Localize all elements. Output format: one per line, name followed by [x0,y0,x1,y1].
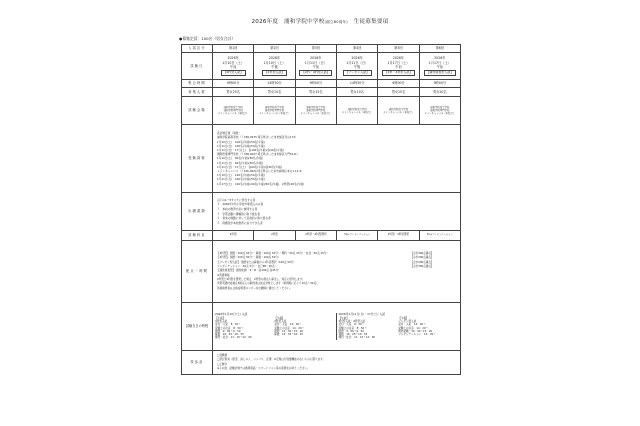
application-info: 各会場定員（別紙） 浦和学院高等学校（〒336-0975 埼玉県さいたま市緑区代山172） 1月10日(土) 100名(午前)/50名(午後) 1月11日(日) 100名(午前)/50名(午後) 1月11日(日)・17日(土) 各100名(午前)/各40名(午後) 国際医療専門学校（〒336-0027 埼玉県さいたま市緑区大門3111） 1月10日(土) 60名(午前)/30名(午後) 1月11日(日) 60名(午前)/30名(午後) 1月11日(日)・17日(土) 各60名(午前)/各30名(午後) メインキャンパス（〒336-0024 埼玉県さいたま市浦和区本太1-11-3） 1月10日(土) 100名(午前)/50名(午後) 1月11日(日) 100名(午前)/50名(午後) 1月17日(土) 120名(午前)/40名(午後)/50名(午後)、2科型120名(午前) [213,125,461,193]
venue-3: 浦和学院高等学校 浦和学院専門学校 メインキャンパス（本校舎） [295,97,336,125]
row-subjects [182,231,461,241]
schedule-info [213,303,461,351]
time-3: 9時00分 [295,80,336,88]
subject-6: 3科+プレゼンテーション [419,231,460,241]
exam-1: 第1回 [213,45,254,53]
quota-line: ●募集定員：100名（男女合計） [179,36,236,41]
venue-1: 浦和学院高等学校 浦和学院専門学校 メインキャンパス（本校舎） [213,97,254,125]
time-4: 14時30分 [336,80,377,88]
notes-info: □受験票 □筆記用具（鉛筆、消しゴム、コンパス、定規）※定規は分度器機能のないものに限ります。 □上履き ※その他、試験会場では携帯電話・スマートフォン等の電源をお切りください。 [213,351,461,375]
venue-5: 浦和学院高等学校 メインキャンパス（本校舎） [378,97,419,125]
label-date: 試験日 [182,53,213,80]
capacity-2: 男女15名 [254,88,295,97]
title-main: 2026年度 浦和学院中学校 [251,19,325,25]
scoring-info: 【4科型】 国語（100点 50分）・算数（100点 50分）・理科（50点 25分）・社会（50点 25分） 【2科型】 国語（100点 50分）・算数（100点 50分） 【プレゼン型入試】 国語または算数から1科目選択（100点 50分） プレゼンテーション（20点 5分）・自己PR（20点） 【適性検査型】 適性検査I・II・III（各100点 各45分） ※英語資格 2科型と4科型を選択した場合、2科型の得点も算出し、判定に使用します。 実用英語技能検定5級以上の取得者は加点対象とします（取得級に応じて10点〜30点）。 英検取得者は合格証明書のコピーを出願時に提出してください。 【合計400点満点】 【合計200点満点】 【合計200点満点】 【合計300点満点】 [213,241,461,303]
exam-5: 第5回 [378,45,419,53]
venue-2: 浦和学院高等学校 浦和学院専門学校 メインキャンパス（本校舎） [254,97,295,125]
row-application [182,125,461,193]
title-suffix: 生徒募集要項 [347,19,389,25]
time-2: 14時30分 [254,80,295,88]
date-3: 2026年 1月11日（日） 午前 【2科・4科型入試】 [295,53,336,80]
subject-4: 3科+プレゼンテーション [336,231,377,241]
row-scoring [182,241,461,303]
capacity-1: 男女25名 [213,88,254,97]
page-title [0,17,640,25]
capacity-6: 男女20名 [419,88,460,97]
time-5: 9時00分 [378,80,419,88]
label-subjects: 試験科目 [182,231,213,241]
title-sub: (創立80周年) [324,20,348,24]
schedule-right: 2026年1月11日(日)・17日(土) 入試 【午前】 2科型入試・4科型入試 受付・入室 8：30〜 受験上の注意 8：50〜 国語 9：00〜9：50 算数 10：05〜10：55 理科・社会 11：10〜12：00 【午後】 プレゼン型入試 受付・入室 14：00〜 受験上の注意 14：20〜 教科試験 14：30〜15：20 プレゼンテーション 15：35〜 [338,312,436,340]
row-exam [182,45,461,53]
schedule-left: 2026年1月10日(土) 入試 【午前】 4科型入試 受付・入室 8：30〜 受験上の注意 8：50〜 国語 9：00〜9：50 算数 10：05〜10：55 理科・社会 11：10〜12：00 【午後】 2科型入試 受付・入室 14：00〜 受験上の注意 14：20〜 国語 14：30〜15：20 算数 15：35〜16：25 [215,313,337,339]
time-1: 9時00分 [213,80,254,88]
exam-4: 第4回 [336,45,377,53]
label-interview: 出願書類 [182,193,213,231]
admission-table [181,44,461,375]
exam-2: 第2回 [254,45,295,53]
capacity-4: 男女10名 [336,88,377,97]
row-schedule [182,303,461,351]
subject-2: 2科型 [254,231,295,241]
capacity-5: 男女15名 [378,88,419,97]
row-notes [182,351,461,375]
row-time [182,80,461,88]
label-application: 受験資格 [182,125,213,193]
subject-5: 2科型・4科型選択 [378,231,419,241]
date-4: 2026年 1月11日（日） 午後 【プレゼン入試】 [336,53,377,80]
subject-3: 2科型・4科型選択 [295,231,336,241]
row-capacity [182,88,461,97]
label-notes: 持参品 [182,351,213,375]
subject-1: 4科型 [213,231,254,241]
capacity-3: 男女15名 [295,88,336,97]
label-scoring: 配点・時間 [182,241,213,303]
label-schedule: 試験当日の時程 [182,303,213,351]
label-time: 集合時間 [182,80,213,88]
date-6: 2026年 1月17日（土） 午前 【適性検査型入試】 [419,53,460,80]
label-capacity: 募集人数 [182,88,213,97]
exam-3: 第3回 [295,45,336,53]
interview-info: 以下の1〜5すべてに該当する者 １ 2026年3月小学校卒業見込みの者 ２ 本校の教育方針に賛同する者 ３ 学習活動に積極的に取り組む者 ４ 将来の進路に対して意欲的に取り組む者 ５ 保護者が本校教育に協力できる者 [213,193,461,231]
venue-6: 浦和学院高等学校 浦和学院専門学校 メインキャンパス（本校舎） [419,97,460,125]
date-5: 2026年 1月17日（土） 午前 【2科・4科型入試】 [378,53,419,80]
date-1: 2026年 1月10日（土） 午前 【4科型入試】 [213,53,254,80]
time-6: 9時00分 [419,80,460,88]
row-venue [182,97,461,125]
row-date [182,53,461,80]
exam-6: 第6回 [419,45,460,53]
label-venue: 試験会場 [182,97,213,125]
venue-4: 浦和学院高等学校 メインキャンパス（本校舎） [336,97,377,125]
label-exam: 入試区分 [182,45,213,53]
row-interview [182,193,461,231]
date-2: 2026年 1月10日（土） 午後 【2科型入試】 [254,53,295,80]
